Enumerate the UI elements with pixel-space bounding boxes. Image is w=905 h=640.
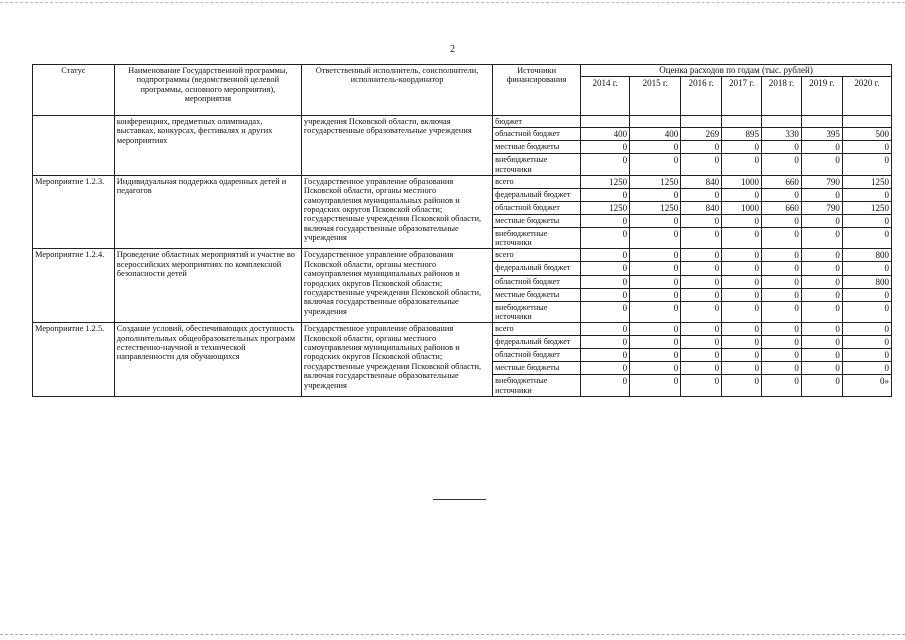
value-cell: 269 <box>681 128 722 141</box>
executor-cell <box>301 323 492 397</box>
value-cell: 0 <box>681 301 722 322</box>
value-cell: 0 <box>762 228 802 249</box>
value-cell <box>722 116 762 128</box>
value-cell: 0 <box>581 336 630 349</box>
source-cell: внебюджетные источники <box>493 154 581 175</box>
value-cell: 0 <box>581 375 630 396</box>
value-cell: 0 <box>842 228 891 249</box>
value-cell: 1250 <box>630 175 681 188</box>
value-cell: 0 <box>722 336 762 349</box>
source-cell: местные бюджеты <box>493 288 581 301</box>
value-cell: 800 <box>842 275 891 288</box>
executor-cell <box>301 249 492 323</box>
value-cell: 0 <box>722 275 762 288</box>
value-cell: 330 <box>762 128 802 141</box>
source-cell: бюджет <box>493 116 581 128</box>
value-cell: 0 <box>842 349 891 362</box>
value-cell: 0 <box>801 349 842 362</box>
value-cell: 0 <box>762 323 802 336</box>
value-cell: 0 <box>681 323 722 336</box>
value-cell: 0 <box>581 362 630 375</box>
value-cell: 0 <box>581 288 630 301</box>
value-cell <box>801 116 842 128</box>
measure-name: конференциях, предметных олимпиадах, выставках, конкурсах, фестивалях и других мероприятиях <box>114 116 301 176</box>
value-cell: 0 <box>762 188 802 201</box>
executor-primary: Государственное управление образования Псковской области, органы местного самоуправления муниципальных районов и городских округов Псковской области; <box>303 250 460 288</box>
table-row <box>33 323 892 336</box>
value-cell: 0 <box>630 154 681 175</box>
source-cell: областной бюджет <box>493 201 581 214</box>
source-cell: внебюджетные источники <box>493 228 581 249</box>
source-cell: областной бюджет <box>493 128 581 141</box>
header-row-1 <box>33 65 892 77</box>
measure-name: Создание условий, обеспечивающих доступность дополнительных общеобразовательных программ естественно-научной и технической направленности для обучающихся <box>114 323 301 397</box>
value-cell: 0 <box>801 262 842 275</box>
value-cell: 1000 <box>722 175 762 188</box>
header-year: 2019 г. <box>801 77 842 116</box>
value-cell: 0 <box>630 188 681 201</box>
value-cell: 0 <box>842 362 891 375</box>
header-estimate: Оценка расходов по годам (тыс. рублей) <box>581 65 892 77</box>
value-cell: 0 <box>762 349 802 362</box>
source-cell: федеральный бюджет <box>493 188 581 201</box>
value-cell: 840 <box>681 175 722 188</box>
value-cell: 0 <box>762 336 802 349</box>
value-cell: 0 <box>842 154 891 175</box>
status-cell: Мероприятие 1.2.3. <box>33 175 115 249</box>
value-cell: 0 <box>842 262 891 275</box>
value-cell: 660 <box>762 201 802 214</box>
value-cell: 0 <box>762 141 802 154</box>
source-cell: внебюджетные источники <box>493 375 581 396</box>
value-cell <box>842 116 891 128</box>
table-row <box>33 116 892 128</box>
source-cell: всего <box>493 323 581 336</box>
table-row <box>33 175 892 188</box>
value-cell: 0 <box>681 228 722 249</box>
value-cell: 0 <box>762 301 802 322</box>
value-cell: 0 <box>681 188 722 201</box>
value-cell <box>681 116 722 128</box>
value-cell: 395 <box>801 128 842 141</box>
source-cell: местные бюджеты <box>493 362 581 375</box>
value-cell: 0 <box>630 301 681 322</box>
value-cell: 0 <box>801 249 842 262</box>
value-cell: 0 <box>630 336 681 349</box>
value-cell: 1250 <box>842 201 891 214</box>
value-cell: 0 <box>681 214 722 227</box>
value-cell: 0 <box>581 249 630 262</box>
value-cell: 0 <box>630 275 681 288</box>
end-rule <box>433 499 486 500</box>
value-cell: 0 <box>842 336 891 349</box>
value-cell: 0 <box>581 214 630 227</box>
value-cell: 0 <box>801 323 842 336</box>
value-cell: 0 <box>630 249 681 262</box>
value-cell: 0 <box>722 214 762 227</box>
value-cell: 0 <box>681 141 722 154</box>
value-cell: 0 <box>762 262 802 275</box>
source-cell: федеральный бюджет <box>493 336 581 349</box>
value-cell: 0 <box>581 262 630 275</box>
measure-name: Индивидуальная поддержка одаренных детей и педагогов <box>114 175 301 249</box>
value-cell: 0 <box>581 349 630 362</box>
value-cell: 0 <box>762 154 802 175</box>
value-cell: 0 <box>681 375 722 396</box>
header-year: 2014 г. <box>581 77 630 116</box>
value-cell: 0 <box>801 336 842 349</box>
value-cell: 0 <box>681 288 722 301</box>
measure-name: Проведение областных мероприятий и участие во всероссийских мероприятиях по комплексной безопасности детей <box>114 249 301 323</box>
value-cell: 0 <box>801 141 842 154</box>
value-cell: 0 <box>722 262 762 275</box>
value-cell: 800 <box>842 249 891 262</box>
source-cell: областной бюджет <box>493 349 581 362</box>
value-cell: 0 <box>801 188 842 201</box>
value-cell: 400 <box>581 128 630 141</box>
value-cell: 0 <box>762 375 802 396</box>
value-cell: 0 <box>581 228 630 249</box>
status-cell: Мероприятие 1.2.5. <box>33 323 115 397</box>
status-cell <box>33 116 115 176</box>
value-cell: 0 <box>630 362 681 375</box>
value-cell: 0 <box>722 323 762 336</box>
value-cell: 0 <box>681 154 722 175</box>
value-cell: 0 <box>801 228 842 249</box>
value-cell: 0 <box>722 362 762 375</box>
source-cell: местные бюджеты <box>493 141 581 154</box>
value-cell: 0 <box>630 375 681 396</box>
value-cell: 0 <box>722 141 762 154</box>
scan-edge-bottom <box>0 634 905 635</box>
value-cell: 0 <box>762 275 802 288</box>
value-cell: 1250 <box>581 201 630 214</box>
value-cell: 0 <box>681 336 722 349</box>
value-cell: 0 <box>581 188 630 201</box>
value-cell: 0 <box>681 275 722 288</box>
value-cell: 400 <box>630 128 681 141</box>
value-cell: 0 <box>842 288 891 301</box>
value-cell: 0 <box>801 154 842 175</box>
value-cell: 790 <box>801 175 842 188</box>
source-cell: внебюджетные источники <box>493 301 581 322</box>
value-cell: 660 <box>762 175 802 188</box>
value-cell: 0 <box>681 262 722 275</box>
value-cell: 0 <box>801 375 842 396</box>
source-cell: федеральный бюджет <box>493 262 581 275</box>
value-cell: 0 <box>722 249 762 262</box>
value-cell: 0 <box>630 288 681 301</box>
header-year: 2017 г. <box>722 77 762 116</box>
executor-cell <box>301 175 492 249</box>
value-cell: 0 <box>681 249 722 262</box>
value-cell: 0 <box>801 362 842 375</box>
value-cell: 0 <box>630 214 681 227</box>
value-cell: 0 <box>630 262 681 275</box>
value-cell: 0 <box>842 141 891 154</box>
value-cell: 790 <box>801 201 842 214</box>
header-year: 2020 г. <box>842 77 891 116</box>
value-cell: 1250 <box>581 175 630 188</box>
executor-secondary: государственные учреждения Псковской области, включая государственные образовательные учреждения <box>303 214 482 243</box>
value-cell: 0 <box>681 362 722 375</box>
value-cell: 0 <box>630 323 681 336</box>
value-cell: 0 <box>801 275 842 288</box>
page-number: 2 <box>450 44 455 55</box>
header-year: 2015 г. <box>630 77 681 116</box>
value-cell: 0 <box>581 301 630 322</box>
budget-table <box>32 64 892 397</box>
header-status: Статус <box>33 65 115 116</box>
header-executor: Ответственный исполнитель, соисполнители, исполнитель-координатор <box>301 65 492 116</box>
value-cell: 0 <box>681 349 722 362</box>
value-cell: 1250 <box>842 175 891 188</box>
value-cell: 0 <box>801 301 842 322</box>
value-cell <box>630 116 681 128</box>
value-cell: 0 <box>581 323 630 336</box>
value-cell: 0 <box>842 188 891 201</box>
value-cell: 0 <box>722 375 762 396</box>
value-cell: 1250 <box>630 201 681 214</box>
value-cell: 0 <box>581 275 630 288</box>
value-cell: 0 <box>722 228 762 249</box>
value-cell: 0 <box>801 214 842 227</box>
value-cell: 0 <box>762 362 802 375</box>
value-cell: 0 <box>722 288 762 301</box>
executor-primary: Государственное управление образования Псковской области, органы местного самоуправления муниципальных районов и городских округов Псковской области; <box>303 324 460 362</box>
value-cell: 0 <box>581 141 630 154</box>
value-cell: 0 <box>842 323 891 336</box>
executor-secondary: государственные учреждения Псковской области, включая государственные образовательные учреждения <box>303 361 482 390</box>
value-cell: 0 <box>762 214 802 227</box>
source-cell: всего <box>493 249 581 262</box>
value-cell: 0 <box>630 228 681 249</box>
value-cell: 0 <box>842 214 891 227</box>
source-cell: всего <box>493 175 581 188</box>
value-cell: 0 <box>722 188 762 201</box>
value-cell: 0 <box>630 349 681 362</box>
value-cell: 0 <box>630 141 681 154</box>
header-year: 2016 г. <box>681 77 722 116</box>
value-cell: 500 <box>842 128 891 141</box>
value-cell: 0» <box>842 375 891 396</box>
value-cell: 1000 <box>722 201 762 214</box>
value-cell: 0 <box>762 288 802 301</box>
value-cell: 0 <box>722 349 762 362</box>
source-cell: местные бюджеты <box>493 214 581 227</box>
table-row <box>33 249 892 262</box>
value-cell: 0 <box>801 288 842 301</box>
header-year: 2018 г. <box>762 77 802 116</box>
status-cell: Мероприятие 1.2.4. <box>33 249 115 323</box>
header-source: Источники финансирования <box>493 65 581 116</box>
value-cell: 0 <box>581 154 630 175</box>
value-cell: 0 <box>722 301 762 322</box>
value-cell: 0 <box>722 154 762 175</box>
source-cell: областной бюджет <box>493 275 581 288</box>
executor-secondary: государственные учреждения Псковской области, включая государственные образовательные учреждения <box>303 288 482 316</box>
value-cell: 0 <box>842 301 891 322</box>
executor-cell: учреждения Псковской области, включая государственные образовательные учреждения <box>301 116 492 176</box>
executor-primary: Государственное управление образования Псковской области, органы местного самоуправления муниципальных районов и городских округов Псковской области; <box>303 176 460 214</box>
header-name: Наименование Государственной программы, подпрограммы (ведомственной целевой программы, основного мероприятия), мероприятия <box>114 65 301 116</box>
value-cell <box>762 116 802 128</box>
scan-edge-top <box>0 2 905 3</box>
value-cell: 0 <box>762 249 802 262</box>
value-cell <box>581 116 630 128</box>
value-cell: 895 <box>722 128 762 141</box>
value-cell: 840 <box>681 201 722 214</box>
